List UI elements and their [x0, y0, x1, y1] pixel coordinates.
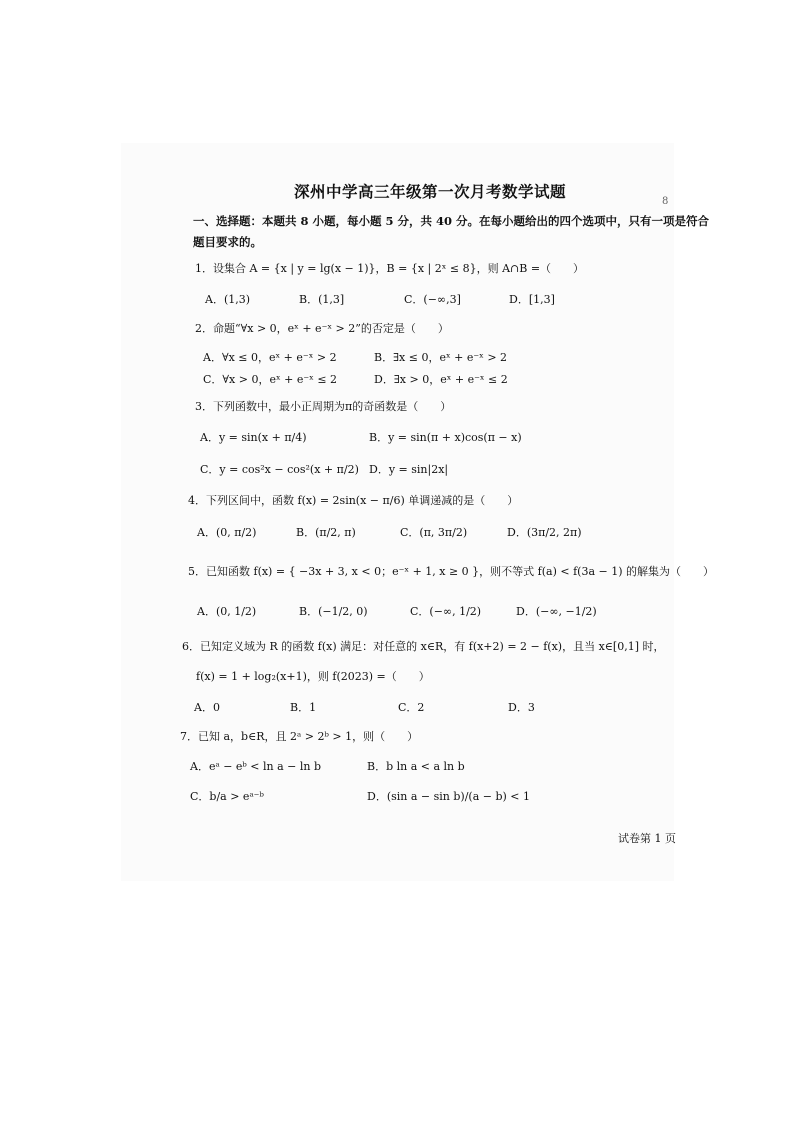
q6-option-c: C．2: [398, 701, 425, 714]
exam-title: 深州中学高三年级第一次月考数学试题: [294, 182, 567, 201]
q6-option-b: B．1: [290, 701, 317, 714]
q2-option-b: B．∃x ≤ 0，eˣ + e⁻ˣ > 2: [374, 351, 508, 364]
q1-option-c: C．(−∞,3]: [404, 293, 461, 306]
q7-option-a: A．eᵃ − eᵇ < ln a − ln b: [190, 760, 322, 773]
q6-stem-line2: f(x) = 1 + log₂(x+1)，则 f(2023) =（ ）: [196, 670, 430, 683]
q6-option-a: A．0: [194, 701, 220, 714]
q5-option-c: C．(−∞, 1/2): [410, 605, 482, 618]
q2-option-a: A．∀x ≤ 0，eˣ + e⁻ˣ > 2: [203, 351, 337, 364]
q1-option-a: A．(1,3): [205, 293, 251, 306]
q1-option-d: D．[1,3]: [509, 293, 555, 306]
q4-stem: 4．下列区间中，函数 f(x) = 2sin(x − π/6) 单调递减的是（ ）: [188, 494, 519, 507]
q1-stem: 1．设集合 A = {x | y = lg(x − 1)}，B = {x | 2ˣ ≤ 8}，则 A∩B =（ ）: [195, 262, 585, 275]
q3-option-b: B．y = sin(π + x)cos(π − x): [369, 431, 522, 444]
page-footer: 试卷第 1 页: [618, 832, 676, 845]
q4-option-d: D．(3π/2, 2π): [507, 526, 582, 539]
q2-stem: 2．命题“∀x > 0，eˣ + e⁻ˣ > 2”的否定是（ ）: [195, 322, 449, 335]
q4-option-c: C．(π, 3π/2): [400, 526, 468, 539]
q5-stem: 5．已知函数 f(x) = { −3x + 3, x < 0；e⁻ˣ + 1, x ≥ 0 }，则不等式 f(a) < f(3a − 1) 的解集为（ ）: [188, 565, 715, 578]
q7-option-b: B．b ln a < a ln b: [367, 760, 465, 773]
q6-option-d: D．3: [508, 701, 535, 714]
q2-option-c: C．∀x > 0，eˣ + e⁻ˣ ≤ 2: [203, 373, 338, 386]
q1-option-b: B．(1,3]: [299, 293, 345, 306]
section-heading-line1: 一、选择题：本题共 8 小题，每小题 5 分，共 40 分。在每小题给出的四个选项中，只有一项是符合: [193, 214, 710, 228]
q5-option-b: B．(−1/2, 0): [299, 605, 368, 618]
q2-option-d: D．∃x > 0，eˣ + e⁻ˣ ≤ 2: [374, 373, 508, 386]
q6-stem: 6．已知定义域为 R 的函数 f(x) 满足：对任意的 x∈R，有 f(x+2) = 2 − f(x)，且当 x∈[0,1] 时，: [182, 640, 665, 653]
q3-option-c: C．y = cos²x − cos²(x + π/2): [200, 463, 359, 476]
q5-option-d: D．(−∞, −1/2): [516, 605, 597, 618]
q3-stem: 3．下列函数中，最小正周期为π的奇函数是（ ）: [195, 400, 452, 413]
q7-option-c: C．b/a > eᵃ⁻ᵇ: [190, 790, 264, 803]
q4-option-b: B．(π/2, π): [296, 526, 356, 539]
q4-option-a: A．(0, π/2): [197, 526, 257, 539]
q3-option-d: D．y = sin|2x|: [369, 463, 449, 476]
q3-option-a: A．y = sin(x + π/4): [200, 431, 307, 444]
q5-option-a: A．(0, 1/2): [197, 605, 257, 618]
q7-stem: 7．已知 a，b∈R，且 2ᵃ > 2ᵇ > 1，则（ ）: [180, 730, 419, 743]
section-heading-line2: 题目要求的。: [193, 235, 262, 249]
q7-option-d: D．(sin a − sin b)/(a − b) < 1: [367, 790, 531, 803]
page-edge-mark: 8: [662, 196, 669, 207]
